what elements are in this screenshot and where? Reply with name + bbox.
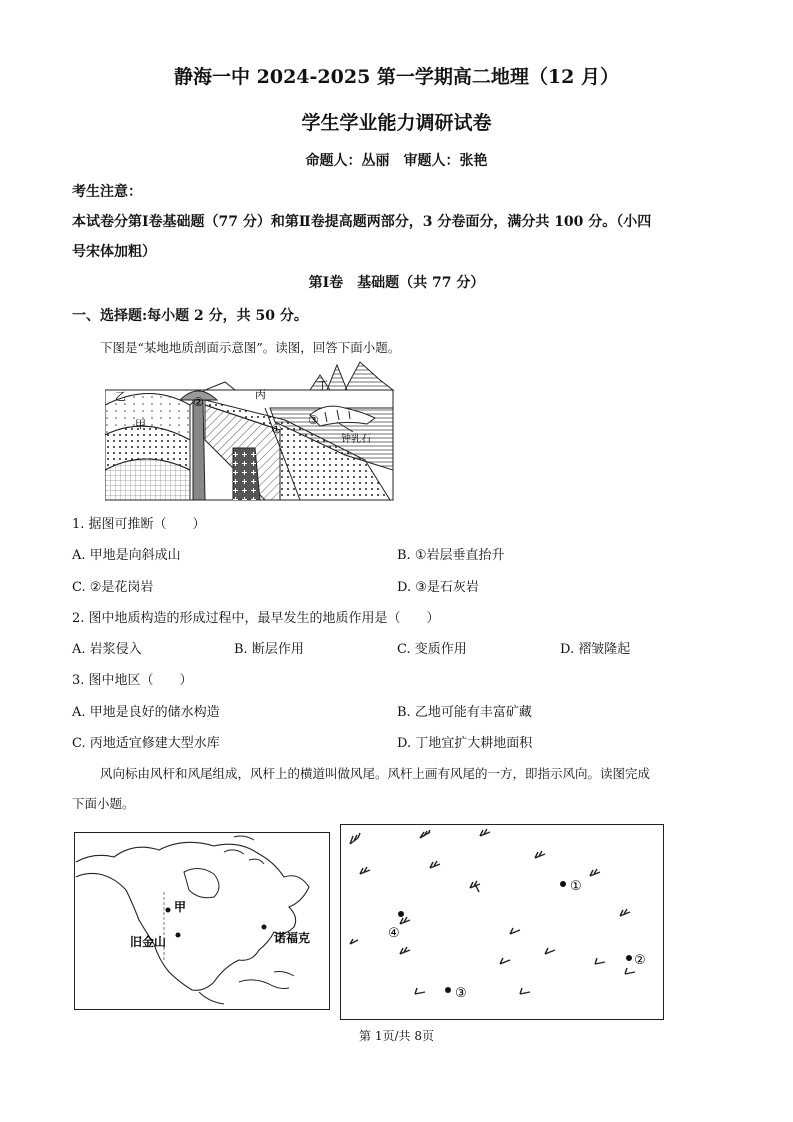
q1-option-a: A. 甲地是向斜成山 (72, 548, 181, 563)
q3-option-a: A. 甲地是良好的储水构造 (72, 705, 220, 720)
barb-label-1: ① (570, 879, 582, 894)
q2-stem: 2. 图中地质构造的形成过程中，最早发生的地质作用是（ ） (72, 611, 440, 626)
north-america-map (74, 832, 330, 1010)
q3-option-c: C. 丙地适宜修建大型水库 (72, 736, 220, 751)
q3-stem: 3. 图中地区（ ） (72, 673, 193, 688)
notice-line-2: 号宋体加粗） (72, 244, 156, 260)
q1-stem: 1. 据图可推断（ ） (72, 517, 206, 532)
part-heading: 一、选择题:每小题 2 分，共 50 分。 (72, 308, 308, 324)
q3-option-d: D. 丁地宜扩大耕地面积 (397, 736, 533, 751)
geologic-section-figure (105, 360, 395, 502)
q2-option-b: B. 断层作用 (234, 642, 304, 657)
exam-authors: 命题人：丛丽 审题人：张艳 (305, 153, 488, 169)
label-circle-1: ① (271, 422, 282, 436)
q2-option-a: A. 岩浆侵入 (72, 642, 142, 657)
wind-barb-figure (340, 824, 664, 1020)
notice-label: 考生注意： (72, 184, 142, 200)
label-jia: 甲 (135, 418, 146, 431)
label-circle-2: ② (193, 395, 204, 409)
q2-option-c: C. 变质作用 (397, 642, 467, 657)
barb-label-2: ② (634, 953, 646, 968)
exam-subtitle: 学生学业能力调研试卷 (301, 112, 492, 134)
map-label-norfolk: 诺福克 (274, 931, 311, 945)
q1-option-c: C. ②是花岗岩 (72, 580, 154, 595)
barb-label-4: ④ (388, 926, 400, 941)
label-stalactite: 钟乳石 (341, 434, 371, 445)
q2-option-d: D. 褶皱隆起 (560, 642, 631, 657)
section-title: 第Ⅰ卷 基础题（共 77 分） (308, 275, 485, 291)
barb-label-3: ③ (455, 986, 467, 1001)
label-ding: 丁 (317, 379, 328, 392)
intro-text-1: 下图是“某地地质剖面示意图”。读图，回答下面小题。 (100, 340, 401, 355)
label-bing: 丙 (255, 388, 266, 401)
intro-text-2b: 下面小题。 (72, 796, 135, 811)
notice-line-1: 本试卷分第Ⅰ卷基础题（77 分）和第Ⅱ卷提高题两部分，3 分卷面分，满分共 100 分。（小四 (72, 214, 652, 230)
map-label-san-francisco: 旧金山 (130, 935, 167, 949)
intro-text-2: 风向标由风杆和风尾组成，风杆上的横道叫做风尾。风杆上画有风尾的一方，即指示风向。读图完成 (100, 766, 651, 781)
q1-option-b: B. ①岩层垂直抬升 (397, 548, 505, 563)
q3-option-b: B. 乙地可能有丰富矿藏 (397, 705, 532, 720)
page-footer: 第 1页/共 8页 (359, 1029, 434, 1043)
q1-option-d: D. ③是石灰岩 (397, 580, 479, 595)
label-yi: 乙 (115, 390, 126, 403)
map-label-jia: 甲 (174, 900, 187, 914)
exam-title: 静海一中 2024-2025 第一学期高二地理（12 月） (174, 66, 619, 88)
label-circle-3: ③ (308, 413, 319, 427)
